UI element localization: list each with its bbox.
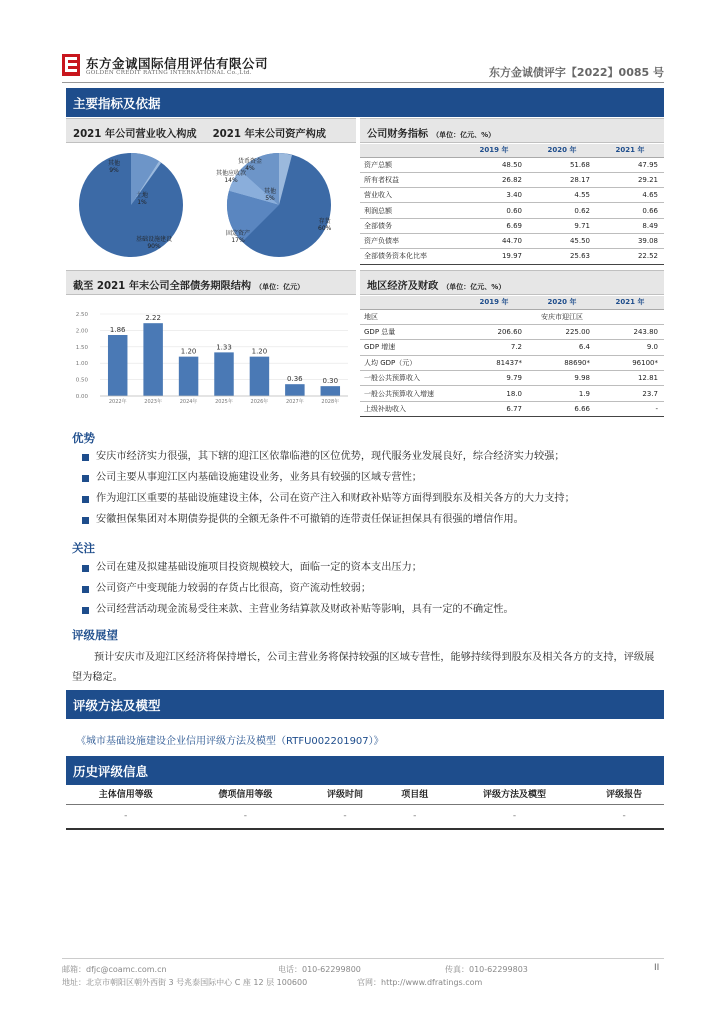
x-tick-label: 2024年	[179, 399, 198, 405]
pie-label: 存货 60%	[318, 218, 332, 232]
bar	[108, 335, 127, 396]
x-tick-label: 2028年	[321, 399, 340, 405]
bar	[143, 323, 162, 396]
company-name-cn: 东方金诚国际信用评估有限公司	[86, 56, 269, 71]
bar	[321, 386, 340, 396]
x-tick-label: 2025年	[215, 399, 233, 405]
asset-composition-title: 2021 年末公司资产构成	[212, 129, 326, 140]
y-tick-label: 0.50	[75, 377, 88, 384]
x-tick-label: 2022年	[108, 399, 127, 405]
method-link[interactable]: 《城市基础设施建设企业信用评级方法及模型（RTFU002201907）》	[76, 736, 384, 747]
pie-label: 货币资金 4%	[238, 158, 263, 172]
document-number: 东方金诚债评字【2022】0085 号	[488, 66, 664, 79]
table-row: 所有者权益 26.82 28.17 29.21	[360, 172, 664, 187]
section-indicators: 主要指标及依据	[66, 88, 664, 117]
section-history: 历史评级信息	[66, 756, 664, 785]
revenue-composition-title: 2021 年公司营业收入构成	[73, 129, 197, 140]
table-row: 全部债务 6.69 9.71 8.49	[360, 218, 664, 233]
bar	[250, 357, 269, 396]
bar	[285, 384, 304, 396]
footer-address: 地址：北京市朝阳区朝外西街 3 号兆泰国际中心 C 座 12 层 100600	[62, 978, 308, 987]
table-row: 上级补助收入 6.77 6.66 -	[360, 401, 664, 416]
bar-value-label: 1.86	[109, 325, 126, 334]
financial-panel-title: 公司财务指标 （单位：亿元、%）	[360, 118, 664, 143]
list-item: 公司资产中变现能力较弱的存货占比很高，资产流动性较弱；	[80, 582, 670, 603]
table-row: 一般公共预算收入增速 18.0 1.9 23.7	[360, 386, 664, 401]
list-item: 安徽担保集团对本期债券提供的全额无条件不可撤销的连带责任保证担保具有很强的增信作用。	[80, 513, 670, 534]
pie-label: 土地 1%	[136, 192, 149, 206]
table-row: - - - - - -	[66, 804, 664, 829]
pie-label: 固定资产 17%	[226, 230, 251, 244]
concerns-heading: 关注	[72, 541, 95, 555]
page-header	[62, 52, 664, 80]
bar-value-label: 0.36	[287, 375, 303, 384]
company-name-en: GOLDEN CREDIT RATING INTERNATIONAL Co.,Ltd.	[86, 70, 252, 76]
y-tick-label: 2.50	[75, 312, 88, 318]
footer-email: 邮箱：dfjc@coamc.com.cn	[62, 965, 167, 974]
table-row: 利润总额 0.60 0.62 0.66	[360, 203, 664, 218]
table-row: 营业收入 3.40 4.55 4.65	[360, 188, 664, 203]
pie-label: 其他应收款 14%	[216, 170, 247, 184]
debt-panel-title: 截至 2021 年末公司全部债务期限结构 （单位：亿元）	[66, 270, 356, 295]
y-tick-label: 0.00	[75, 394, 88, 400]
region-table: 2019 年 2020 年 2021 年 地区 安庆市迎江区 GDP 总量 206.60 225.00 243.80 GDP 增速 7.2 6.4 9.0 人均 GDP（元） 81437* 88690* 96100* 一般公共预算收入 9.79 9.98 12.81 一般公共预算收入增速 18.0 1.9 23.7 上级补助收入 6.77 6.66 -	[360, 296, 664, 417]
outlook-text: 预计安庆市及迎江区经济将保持增长，公司主营业务将保持较强的区域专营性，能够持续得到股东及相关各方的支持，评级展望为稳定。	[72, 652, 655, 683]
list-item: 作为迎江区重要的基础设施建设主体，公司在资产注入和财政补贴等方面得到股东及相关各方的大力支持；	[80, 492, 670, 513]
x-tick-label: 2027年	[285, 399, 304, 405]
list-item: 公司主要从事迎江区内基础设施建设业务，业务具有较强的区域专营性；	[80, 471, 670, 492]
bar-value-label: 1.20	[180, 347, 197, 356]
table-row: 资产负债率 44.70 45.50 39.08	[360, 233, 664, 248]
strengths-heading: 优势	[72, 431, 95, 445]
section-method: 评级方法及模型	[66, 690, 664, 719]
list-item: 公司在建及拟建基础设施项目投资规模较大，面临一定的资本支出压力；	[80, 561, 670, 582]
bar-value-label: 1.20	[251, 347, 268, 356]
table-row: 资产总额 48.50 51.68 47.95	[360, 157, 664, 172]
pie-label: 其他 9%	[108, 160, 121, 174]
bar-value-label: 2.22	[145, 314, 161, 323]
pie-label: 基础设施建设 90%	[136, 236, 173, 250]
table-row: 全部债务资本化比率 19.97 25.63 22.52	[360, 249, 664, 264]
bar-value-label: 1.33	[216, 343, 232, 352]
table-row: 人均 GDP（元） 81437* 88690* 96100*	[360, 355, 664, 370]
y-tick-label: 1.00	[75, 361, 88, 368]
list-item: 安庆市经济实力很强，其下辖的迎江区依靠临港的区位优势，现代服务业发展良好，综合经济实力较强；	[80, 450, 670, 471]
footer-divider	[62, 958, 664, 959]
concerns-list	[80, 561, 670, 624]
x-tick-label: 2023年	[144, 399, 163, 405]
pie-label: 其他 5%	[264, 188, 277, 202]
bar	[179, 357, 198, 396]
y-tick-label: 1.50	[75, 344, 88, 351]
y-tick-label: 2.00	[75, 328, 88, 335]
strengths-list	[80, 450, 670, 534]
bar-chart-svg	[66, 296, 356, 412]
footer-phone: 电话：010-62299800	[278, 965, 361, 974]
list-item: 公司经营活动现金流易受往来款、主营业务结算款及财政补贴等影响，具有一定的不确定性。	[80, 603, 670, 624]
pie-panel-title	[66, 118, 356, 143]
financial-table: 2019 年 2020 年 2021 年 资产总额 48.50 51.68 47.95 所有者权益 26.82 28.17 29.21 营业收入 3.40 4.55 4.65 利润总额 0.60 0.62 0.66 全部债务 6.69 9.71 8.49 资产负债率 44.70 45.50 39.08 全部债务资本化比率 19.97 25.63 22.52	[360, 144, 664, 265]
footer-fax: 传真：010-62299803	[445, 965, 528, 974]
bar	[214, 352, 233, 396]
table-row: 地区 安庆市迎江区	[360, 309, 664, 324]
table-row: GDP 总量 206.60 225.00 243.80	[360, 324, 664, 339]
x-tick-label: 2026年	[250, 399, 269, 405]
page-number: II	[654, 963, 660, 973]
bar-value-label: 0.30	[322, 377, 339, 386]
table-row: GDP 增速 7.2 6.4 9.0	[360, 340, 664, 355]
pie-charts	[66, 148, 356, 266]
region-panel-title: 地区经济及财政 （单位：亿元、%）	[360, 270, 664, 295]
debt-bar-chart	[66, 296, 356, 412]
company-logo	[62, 54, 80, 76]
footer-website[interactable]: 官网：http://www.dfratings.com	[357, 978, 483, 987]
table-row: 一般公共预算收入 9.79 9.98 12.81	[360, 371, 664, 386]
rating-history-table: 主体信用等级 债项信用等级 评级时间 项目组 评级方法及模型 评级报告 - - - - - -	[66, 784, 664, 830]
header-divider	[62, 82, 664, 83]
outlook-heading: 评级展望	[72, 628, 118, 642]
